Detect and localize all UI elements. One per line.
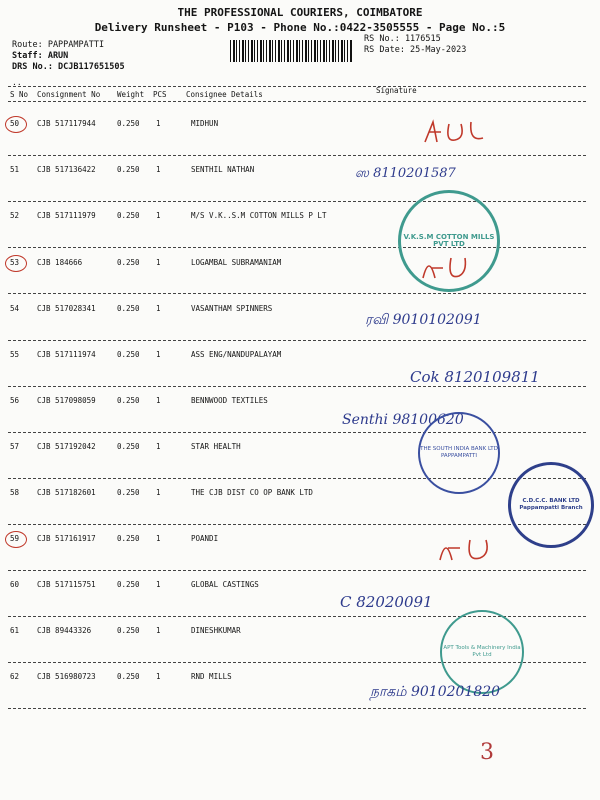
- row-sno: 53: [10, 258, 20, 267]
- barcode: [230, 40, 352, 62]
- row-weight: 0.250: [117, 304, 140, 313]
- company-title: THE PROFESSIONAL COURIERS, COIMBATORE: [177, 6, 423, 19]
- red-circle-mark: [5, 116, 27, 133]
- header-top-rule: [8, 86, 586, 87]
- row-weight: 0.250: [117, 211, 140, 220]
- row-rule: [8, 478, 586, 479]
- col-pcs: PCS: [153, 90, 167, 99]
- row-rule: [8, 432, 586, 433]
- row-consignee: ASS ENG/NANDUPALAYAM: [191, 350, 282, 359]
- runsheet-subtitle: Delivery Runsheet - P103 - Phone No.:0422-3505555 - Page No.:5: [94, 21, 506, 34]
- row-consignee: MIDHUN: [191, 119, 219, 128]
- row-rule: [8, 386, 586, 387]
- row-rule: [8, 201, 586, 202]
- row-sno: 55: [10, 350, 20, 359]
- signature-row-60: C 82020091: [340, 593, 433, 611]
- row-weight: 0.250: [117, 626, 140, 635]
- row-consignee: SENTHIL NATHAN: [191, 165, 255, 174]
- signature-row-56: Senthi 98100620: [342, 412, 464, 428]
- row-consignment: CJB 517115751: [37, 580, 96, 589]
- row-consignee: POANDI: [191, 534, 219, 543]
- signature-row-51: ஸ 8110201587: [355, 166, 456, 181]
- row-sno: 58: [10, 488, 20, 497]
- row-weight: 0.250: [117, 350, 140, 359]
- col-sno: S No: [10, 90, 29, 99]
- staff-label: Staff: ARUN: [12, 51, 69, 61]
- row-pcs: 1: [156, 304, 161, 313]
- row-weight: 0.250: [117, 165, 140, 174]
- row-sno: 57: [10, 442, 20, 451]
- row-pcs: 1: [156, 258, 161, 267]
- row-weight: 0.250: [117, 534, 140, 543]
- row-consignment: CJB 89443326: [37, 626, 92, 635]
- row-pcs: 1: [156, 534, 161, 543]
- row-consignment: CJB 517161917: [37, 534, 96, 543]
- row-pcs: 1: [156, 580, 161, 589]
- row-consignment: CJB 517098059: [37, 396, 96, 405]
- col-consignment: Consignment No: [37, 90, 101, 99]
- row-consignee: LOGAMBAL SUBRAMANIAM: [191, 258, 282, 267]
- row-consignment: CJB 517192042: [37, 442, 96, 451]
- row-consignee: RND MILLS: [191, 672, 232, 681]
- row-pcs: 1: [156, 350, 161, 359]
- row-consignment: CJB 517136422: [37, 165, 96, 174]
- row-consignee: THE CJB DIST CO OP BANK LTD: [191, 488, 313, 497]
- col-weight: Weight: [117, 90, 145, 99]
- corner-mark: ..: [12, 78, 22, 87]
- row-consignment: CJB 517117944: [37, 119, 96, 128]
- row-consignee: STAR HEALTH: [191, 442, 241, 451]
- row-sno: 56: [10, 396, 20, 405]
- row-sno: 54: [10, 304, 20, 313]
- row-consignment: CJB 517028341: [37, 304, 96, 313]
- page-mark: 3: [480, 740, 494, 765]
- row-consignment: CJB 517111979: [37, 211, 96, 220]
- row-rule: [8, 155, 586, 156]
- row-sno: 62: [10, 672, 20, 681]
- col-consignee: Consignee Details: [186, 90, 263, 99]
- signature-row-55: Cok 8120109811: [410, 368, 540, 386]
- row-sno: 59: [10, 534, 20, 543]
- rs-date: RS Date: 25-May-2023: [364, 45, 467, 55]
- row-sno: 51: [10, 165, 20, 174]
- row-rule: [8, 708, 586, 709]
- row-weight: 0.250: [117, 396, 140, 405]
- row-pcs: 1: [156, 442, 161, 451]
- red-circle-mark: [5, 531, 27, 548]
- row-weight: 0.250: [117, 442, 140, 451]
- row-pcs: 1: [156, 488, 161, 497]
- row-pcs: 1: [156, 396, 161, 405]
- row-consignment: CJB 517182601: [37, 488, 96, 497]
- cdcc-bank-stamp: C.D.C.C. BANK LTD Pappampatti Branch: [508, 462, 594, 548]
- row-weight: 0.250: [117, 488, 140, 497]
- signature-scribble-red: [430, 530, 510, 570]
- row-pcs: 1: [156, 211, 161, 220]
- row-weight: 0.250: [117, 580, 140, 589]
- signature-row-54: ரவி 9010102091: [365, 312, 482, 328]
- signature-scribble-red: [415, 112, 495, 152]
- row-weight: 0.250: [117, 119, 140, 128]
- row-pcs: 1: [156, 626, 161, 635]
- signature-row-62: நாகம் 9010201820: [370, 684, 501, 700]
- red-circle-mark: [5, 255, 27, 272]
- row-pcs: 1: [156, 119, 161, 128]
- row-consignee: BENNWOOD TEXTILES: [191, 396, 268, 405]
- row-pcs: 1: [156, 672, 161, 681]
- row-sno: 61: [10, 626, 20, 635]
- col-signature: Signature: [376, 86, 417, 95]
- row-weight: 0.250: [117, 672, 140, 681]
- signature-scribble-red: [415, 250, 475, 286]
- row-consignee: VASANTHAM SPINNERS: [191, 304, 273, 313]
- apt-tools-stamp: APT Tools & Machinery India Pvt Ltd: [440, 610, 524, 694]
- row-rule: [8, 570, 586, 571]
- row-sno: 60: [10, 580, 20, 589]
- drs-number: DRS No.: DCJB117651505: [12, 62, 125, 72]
- row-consignee: GLOBAL CASTINGS: [191, 580, 259, 589]
- row-consignment: CJB 517111974: [37, 350, 96, 359]
- route-label: Route: PAPPAMPATTI: [12, 40, 105, 50]
- row-rule: [8, 293, 586, 294]
- rs-number: RS No.: 1176515: [364, 34, 441, 44]
- header-bottom-rule: [8, 101, 586, 102]
- south-india-bank-stamp: THE SOUTH INDIA BANK LTD PAPPAMPATTI: [418, 412, 500, 494]
- row-pcs: 1: [156, 165, 161, 174]
- row-rule: [8, 524, 586, 525]
- row-consignment: CJB 184666: [37, 258, 83, 267]
- row-consignment: CJB 516980723: [37, 672, 96, 681]
- vksm-stamp: V.K.S.M COTTON MILLS PVT LTD: [398, 190, 500, 292]
- row-rule: [8, 340, 586, 341]
- row-consignee: M/S V.K..S.M COTTON MILLS P LT: [191, 211, 327, 220]
- row-weight: 0.250: [117, 258, 140, 267]
- row-consignee: DINESHKUMAR: [191, 626, 241, 635]
- row-sno: 52: [10, 211, 20, 220]
- row-sno: 50: [10, 119, 20, 128]
